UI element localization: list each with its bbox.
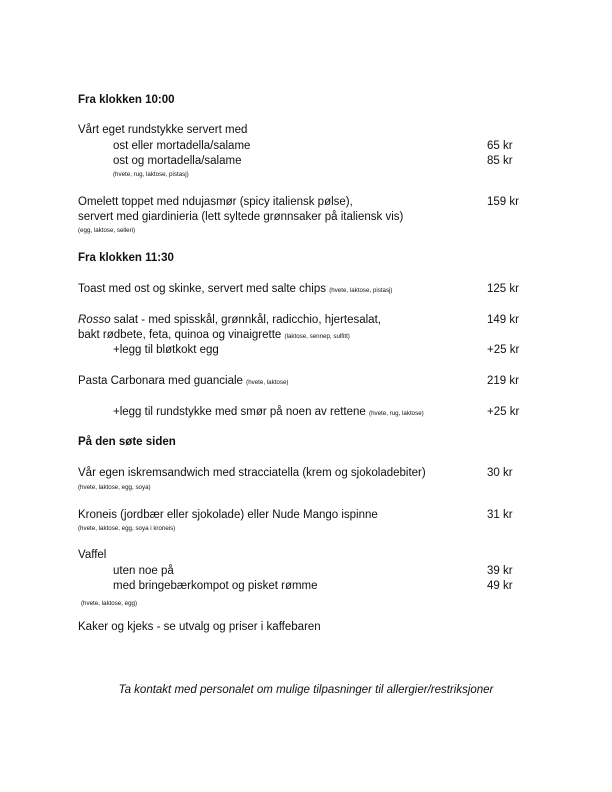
roll-allergens: (hvete, rug, laktose, pistasj): [113, 171, 189, 178]
roll-addon-allergens: (hvete, rug, laktose): [369, 410, 424, 417]
waffle-option-1: uten noe på: [113, 565, 174, 577]
cakes-note: Kaker og kjeks - se utvalg og priser i kaffebaren: [78, 621, 321, 633]
kroneis-name: Kroneis (jordbær eller sjokolade) eller Nude Mango ispinne: [78, 509, 378, 521]
roll-price-2: 85 kr: [487, 155, 513, 167]
allergy-footer-note: Ta kontakt med personalet om mulige tilpasninger til allergier/restriksjoner: [118, 684, 494, 696]
omelette-allergens: (egg, laktose, selleri): [78, 227, 136, 234]
waffle-name: Vaffel: [78, 549, 107, 561]
waffle-option-2: med bringebærkompot og pisket rømme: [113, 580, 318, 592]
omelette-line-1: Omelett toppet med ndujasmør (spicy italiensk pølse),: [78, 196, 353, 208]
roll-addon-text: +legg til rundstykke med smør på noen av rettene: [113, 406, 366, 418]
salad-line-2: bakt rødbete, feta, quinoa og vinaigrette: [78, 329, 282, 341]
pasta-name: Pasta Carbonara med guanciale: [78, 375, 243, 387]
salad-addon-price: +25 kr: [487, 344, 520, 356]
roll-option-2: ost og mortadella/salame: [113, 155, 242, 167]
pasta-allergens: (hvete, laktose): [246, 379, 289, 386]
salad-addon: +legg til bløtkokt egg: [113, 344, 219, 356]
kroneis-allergens: (hvete, laktose, egg, soya i kroneis): [78, 525, 176, 532]
toast-price: 125 kr: [487, 283, 519, 295]
salad-line-2-row: [78, 329, 350, 341]
toast-item: [78, 283, 392, 295]
section-title-midday: Fra klokken 11:30: [78, 252, 174, 264]
kroneis-price: 31 kr: [487, 509, 513, 521]
section-title-sweet: På den søte siden: [78, 436, 176, 448]
icecream-price: 30 kr: [487, 467, 513, 479]
icecream-name: Vår egen iskremsandwich med stracciatella (krem og sjokoladebiter): [78, 467, 426, 479]
salad-line-1-rest: salat - med spisskål, grønnkål, radicchio, hjertesalat,: [110, 314, 381, 326]
pasta-price: 219 kr: [487, 375, 519, 387]
omelette-price: 159 kr: [487, 196, 519, 208]
roll-price-1: 65 kr: [487, 140, 513, 152]
waffle-price-1: 39 kr: [487, 565, 513, 577]
omelette-line-2: servert med giardinieria (lett syltede grønnsaker på italiensk vis): [78, 211, 404, 223]
waffle-allergens: (hvete, laktose, egg): [81, 600, 138, 607]
salad-allergens: (laktose, sennep, sulfitt): [284, 333, 350, 340]
salad-name-italic: Rosso: [78, 314, 111, 326]
salad-price: 149 kr: [487, 314, 519, 326]
icecream-allergens: (hvete, laktose, egg, soya): [78, 484, 151, 491]
pasta-item: [78, 375, 288, 387]
salad-line-1: [78, 314, 381, 326]
toast-allergens: (hvete, laktose, pistasj): [329, 287, 393, 294]
section-title-morning: Fra klokken 10:00: [78, 94, 175, 106]
toast-name: Toast med ost og skinke, servert med salte chips: [78, 283, 326, 295]
waffle-price-2: 49 kr: [487, 580, 513, 592]
roll-option-1: ost eller mortadella/salame: [113, 140, 251, 152]
roll-addon-item: [113, 406, 424, 418]
roll-intro: Vårt eget rundstykke servert med: [78, 124, 248, 136]
roll-addon-price: +25 kr: [487, 406, 520, 418]
